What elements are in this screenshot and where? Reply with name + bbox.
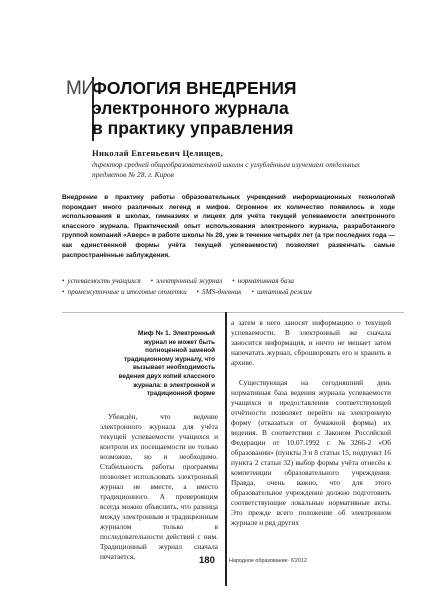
keyword-item: • промежуточные и итоговые отметки: [62, 288, 187, 296]
keyword-item: • электронный журнал: [150, 277, 223, 285]
keyword-item: • SMS-дневник: [196, 288, 242, 296]
title-line-3: в практику управления: [92, 118, 294, 138]
keyword-item: • штатный режим: [251, 288, 312, 296]
author-name: Николай Евгеньевич Целищев,: [92, 148, 223, 158]
body-paragraph: Убеждён, что ведение электронного журнала для учёта текущей успеваемости учащихся и контроля их посещаемости не только возможно, но и необходимо. Стабильность работы программы позволяет использовать электронный журнал не вместе, а вместо традиционного. А провероящим всегда можно объяснить, что разница между электронным и традиционным журналом только в последовательности действий с ним. Традиционный журнал сначала печатается,: [100, 412, 218, 561]
body-paragraph: а затем в него заносят информацию о текущей успеваемости. В электронный же сначала заносится информация, и ничто не мешает затем напечатать журнал, сброшюровать его и хранить в архиве.: [231, 318, 391, 367]
lead-paragraph: Внедрение в практику работы образовательных учреждений информационных технологий порождает много различных легенд и мифов. Огромное их количество появилось в ходе использования в школах, гимназиях и лицеях для учёта текущей успеваемости электронного классного журнала. Практический опыт использования электронного журнала, разработанного группой компаний «Аверс» в работе школы № 28, уже в течение четырёх лет (а три последних года — как единственной формы учёта текущей успеваемости) позволяет развенчать самые распространённые заблуждения.: [62, 194, 395, 259]
journal-name: Народное образование· 6'2012: [229, 558, 307, 564]
body-column-right: [231, 378, 391, 528]
keywords-list: [62, 276, 402, 298]
page-number: 180: [199, 555, 215, 566]
body-column-left: [100, 412, 218, 562]
myth-text: Электронный журнал не может быть полноценной заменой традиционному журналу, что вызывает необходимость ведения двух копий классного журнала: в электронной и традиционной форме: [118, 330, 215, 398]
myth-callout: [115, 330, 215, 399]
keyword-item: • успеваемость учащихся: [62, 277, 141, 285]
myth-vertical-rule: [225, 312, 227, 586]
title-line-1: ФОЛОГИЯ ВНЕДРЕНИЯ: [92, 78, 297, 98]
keyword-item: • нормативная база: [232, 277, 295, 285]
author-role: директор средней общеобразовательной школы с углублённым изучением отдельных предметов № 28, г. Киров: [92, 160, 360, 179]
section-divider: [62, 312, 404, 313]
myth-title: Миф № 1.: [137, 330, 171, 337]
body-column-right-top: [231, 318, 391, 368]
title-line-2: электронного журнала: [92, 98, 289, 118]
title-prefix: МИ: [66, 78, 95, 99]
body-paragraph: Существующая на сегодняшний день нормативная база ведения журнала успеваемости учащихся и предоставления соответствующей отчётности позволяет перейти на электронную форму (отказаться от бумажной формы) их ведения. В соответствии с Законом Российской Федерации от 10.07.1992 г. №3266-2 «Об образовании» (пункты 3 и 8 статьи 15, подпункт 16 пункта 2 статьи 32) выбор формы учёта отнесён к компетенции образовательного учреждения. Правда, очень важно, что для этого образовательное учреждение должно подготовить соответствующие локальные нормативные акты. Это прежде всего положение об электронном журнале и ряд других: [231, 378, 391, 527]
